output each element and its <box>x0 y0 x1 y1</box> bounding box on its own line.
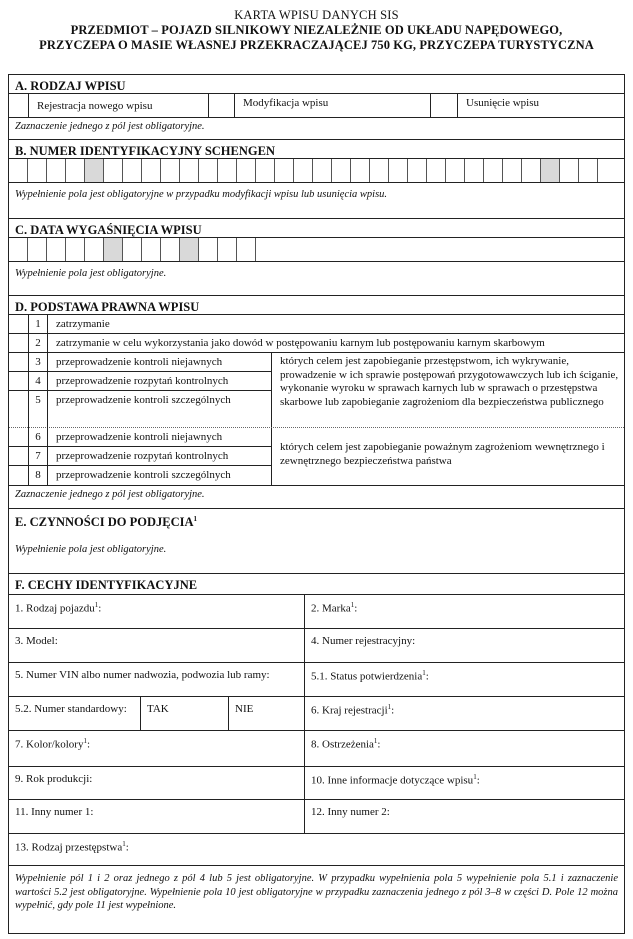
char-box[interactable] <box>446 159 465 182</box>
field-other-number-2[interactable] <box>305 800 624 833</box>
legal-basis-row-1 <box>9 315 624 334</box>
checkbox-delete[interactable] <box>431 94 458 117</box>
char-box[interactable] <box>85 238 104 261</box>
char-box[interactable] <box>237 238 256 261</box>
field-production-year[interactable] <box>9 767 305 799</box>
option-modify-label: Modyfikacja wpisu <box>235 94 431 117</box>
char-box[interactable] <box>541 159 560 182</box>
legal-basis-group-1-desc: których celem jest zapobieganie przestępstwom, ich wykrywanie, prowadzenie w ich sprawie postępowań przygotowawczych lub ich ściganie, wykonanie wyroku w sprawach karnych lub w sprawach o przestępstwa skarbowe lub zapobieganie zagrożeniom dla bezpieczeństwa publicznego <box>271 353 624 427</box>
char-box[interactable] <box>66 238 85 261</box>
legal-basis-number: 3 <box>29 353 48 371</box>
field-standard-number-label <box>9 697 141 730</box>
char-box[interactable] <box>104 238 123 261</box>
form-subject-line1: PRZEDMIOT – POJAZD SILNIKOWY NIEZALEŻNIE OD UKŁADU NAPĘDOWEGO, <box>70 23 563 37</box>
field-label: 5.1. Status potwierdzenia <box>311 670 423 683</box>
option-nie-label: NIE <box>235 703 254 715</box>
field-label: 9. Rok produkcji: <box>15 773 93 785</box>
field-other-number-1[interactable] <box>9 800 305 833</box>
char-box[interactable] <box>465 159 484 182</box>
field-colors[interactable] <box>9 731 305 766</box>
sis-form <box>8 74 625 934</box>
char-box[interactable] <box>142 159 161 182</box>
char-box[interactable] <box>180 159 199 182</box>
section-c-note: Wypełnienie pola jest obligatoryjne. <box>15 268 167 279</box>
legal-basis-checkbox-4[interactable] <box>9 372 29 390</box>
char-box[interactable] <box>123 159 142 182</box>
legal-basis-checkbox-2[interactable] <box>9 334 29 352</box>
legal-basis-checkbox-7[interactable] <box>9 447 29 465</box>
section-e-title-text: E. CZYNNOŚCI DO PODJĘCIA <box>15 515 194 530</box>
section-f-note: Wypełnienie pól 1 i 2 oraz jednego z pól 4 lub 5 jest obligatoryjne. W przypadku wypełnienia pola 5 wypełnienie pola 5.1 i zaznaczenie wartości 5.2 jest obligatoryjne. Wypełnienie pola 10 jest obligatoryjne w przypadku zaznaczenia jednego z pól 3–8 w części D. Pole 12 można wypełnić, gdy pole 11 jest wypełnione. <box>15 873 618 911</box>
char-box[interactable] <box>161 159 180 182</box>
char-box[interactable] <box>427 159 446 182</box>
field-label-colon: : <box>125 841 129 854</box>
char-box[interactable] <box>123 238 142 261</box>
form-subject-line2: PRZYCZEPA O MASIE WŁASNEJ PRZEKRACZAJĄCEJ 750 KG, PRZYCZEPA TURYSTYCZNA <box>39 38 594 52</box>
char-box[interactable] <box>218 238 237 261</box>
char-box[interactable] <box>256 159 275 182</box>
section-d <box>9 296 624 509</box>
legal-basis-row-2 <box>9 334 624 353</box>
legal-basis-checkbox-8[interactable] <box>9 466 29 486</box>
char-box[interactable] <box>66 159 85 182</box>
field-make[interactable] <box>305 595 624 628</box>
field-label-colon: : <box>86 738 91 751</box>
section-b-note: Wypełnienie pola jest obligatoryjne w przypadku modyfikacji wpisu lub usunięcia wpisu. <box>15 189 388 200</box>
field-label-colon: : <box>377 738 381 751</box>
field-label: 7. Kolor/kolory <box>15 738 84 751</box>
field-other-info[interactable] <box>305 767 624 799</box>
char-box[interactable] <box>313 159 332 182</box>
section-b <box>9 140 624 219</box>
section-b-title: B. NUMER IDENTYFIKACYJNY SCHENGEN <box>9 140 624 159</box>
char-box[interactable] <box>9 238 28 261</box>
footnote-marker: 1 <box>94 601 99 609</box>
legal-basis-group-2-desc: których celem jest zapobieganie poważnym zagrożeniom wewnętrznego i zewnętrznego bezpieczeństwa państwa <box>271 428 624 485</box>
legal-basis-label: przeprowadzenie rozpytań kontrolnych <box>56 375 229 387</box>
footnote-marker: 1 <box>387 703 392 711</box>
field-label: 6. Kraj rejestracji <box>311 704 388 717</box>
schengen-id-grid[interactable] <box>9 159 624 183</box>
char-box[interactable] <box>9 159 28 182</box>
footnote-marker: 1 <box>83 737 87 745</box>
legal-basis-number: 5 <box>29 391 48 428</box>
char-box[interactable] <box>28 159 47 182</box>
legal-basis-label: przeprowadzenie kontroli szczególnych <box>56 394 231 406</box>
section-e-title <box>9 509 624 530</box>
legal-basis-label: przeprowadzenie kontroli niejawnych <box>56 356 223 368</box>
footnote-marker: 1 <box>193 515 197 523</box>
char-box[interactable] <box>484 159 503 182</box>
legal-basis-group-2 <box>9 428 624 486</box>
char-box[interactable] <box>294 159 313 182</box>
checkbox-register[interactable] <box>9 94 29 117</box>
field-label: 1. Rodzaj pojazdu <box>15 602 95 615</box>
char-box[interactable] <box>503 159 522 182</box>
field-label: 5. Numer VIN albo numer nadwozia, podwozia lub ramy: <box>15 669 270 681</box>
char-box[interactable] <box>408 159 427 182</box>
char-box[interactable] <box>560 159 579 182</box>
form-header <box>0 0 633 53</box>
field-offence-type[interactable] <box>9 834 624 865</box>
char-box[interactable] <box>161 238 180 261</box>
legal-basis-label: przeprowadzenie rozpytań kontrolnych <box>56 450 229 462</box>
field-label-colon: : <box>98 602 102 615</box>
char-box[interactable] <box>47 238 66 261</box>
section-e-note: Wypełnienie pola jest obligatoryjne. <box>15 544 167 556</box>
char-box[interactable] <box>104 159 123 182</box>
char-box[interactable] <box>237 159 256 182</box>
checkbox-modify[interactable] <box>209 94 235 117</box>
legal-basis-number: 1 <box>29 315 48 333</box>
option-tak[interactable] <box>141 697 229 730</box>
field-label: 2. Marka <box>311 602 351 615</box>
field-label: 12. Inny numer 2: <box>311 806 390 818</box>
legal-basis-label: zatrzymanie w celu wykorzystania jako dowód w postępowaniu karnym lub postępowaniu karnym skarbowym <box>56 337 545 349</box>
legal-basis-number: 4 <box>29 372 48 390</box>
field-label-colon: : <box>391 704 395 717</box>
expiry-date-grid[interactable] <box>9 238 624 262</box>
char-box[interactable] <box>47 159 66 182</box>
legal-basis-label: przeprowadzenie kontroli niejawnych <box>56 431 223 443</box>
field-label: 8. Ostrzeżenia <box>311 738 374 751</box>
field-registration-country[interactable] <box>305 697 624 730</box>
char-box[interactable] <box>199 238 218 261</box>
char-box[interactable] <box>275 159 294 182</box>
char-box[interactable] <box>180 238 199 261</box>
actions-input[interactable] <box>9 530 624 544</box>
char-box[interactable] <box>351 159 370 182</box>
field-label-colon: : <box>354 602 358 615</box>
char-box[interactable] <box>142 238 161 261</box>
section-f <box>9 574 624 913</box>
field-label: 3. Model: <box>15 635 58 647</box>
legal-basis-checkbox-1[interactable] <box>9 315 29 333</box>
section-a-title: A. RODZAJ WPISU <box>9 75 624 94</box>
legal-basis-number: 6 <box>29 428 48 446</box>
field-label-colon: : <box>425 670 429 683</box>
option-tak-label: TAK <box>147 703 169 715</box>
field-label: 10. Inne informacje dotyczące wpisu <box>311 774 474 787</box>
char-box[interactable] <box>218 159 237 182</box>
grid-filler <box>256 238 624 261</box>
field-vin[interactable] <box>9 663 305 696</box>
char-box[interactable] <box>28 238 47 261</box>
section-f-title: F. CECHY IDENTYFIKACYJNE <box>9 574 624 595</box>
char-box[interactable] <box>199 159 218 182</box>
field-label: 4. Numer rejestracyjny: <box>311 635 416 647</box>
footnote-marker: 1 <box>473 773 477 781</box>
option-register-label: Rejestracja nowego wpisu <box>29 94 209 117</box>
section-a <box>9 75 624 140</box>
legal-basis-number: 2 <box>29 334 48 352</box>
field-label: 5.2. Numer standardowy: <box>15 703 127 715</box>
section-c <box>9 219 624 296</box>
section-d-note: Zaznaczenie jednego z pól jest obligatoryjne. <box>15 489 205 500</box>
field-vehicle-type[interactable] <box>9 595 305 628</box>
footnote-marker: 1 <box>122 840 126 848</box>
char-box[interactable] <box>522 159 541 182</box>
footnote-marker: 1 <box>373 737 378 745</box>
char-box[interactable] <box>332 159 351 182</box>
field-model[interactable] <box>9 629 305 662</box>
option-nie[interactable] <box>229 697 305 730</box>
footnote-marker: 1 <box>422 669 426 677</box>
field-label-colon: : <box>476 774 480 787</box>
char-box[interactable] <box>579 159 598 182</box>
legal-basis-checkbox-5[interactable] <box>9 391 29 428</box>
section-c-title: C. DATA WYGAŚNIĘCIA WPISU <box>9 219 624 238</box>
char-box[interactable] <box>370 159 389 182</box>
section-d-title: D. PODSTAWA PRAWNA WPISU <box>9 296 624 315</box>
field-confirmation-status[interactable] <box>305 663 624 696</box>
legal-basis-number: 7 <box>29 447 48 465</box>
footnote-marker: 1 <box>350 601 355 609</box>
field-warnings[interactable] <box>305 731 624 766</box>
field-label: 13. Rodzaj przestępstwa <box>15 841 123 854</box>
option-delete-label: Usunięcie wpisu <box>466 97 540 109</box>
field-label: 11. Inny numer 1: <box>15 806 94 818</box>
legal-basis-label: zatrzymanie <box>56 318 110 330</box>
legal-basis-label: przeprowadzenie kontroli szczególnych <box>56 469 231 481</box>
legal-basis-checkbox-6[interactable] <box>9 428 29 446</box>
grid-filler <box>598 159 624 182</box>
field-registration-number[interactable] <box>305 629 624 662</box>
section-e <box>9 509 624 574</box>
section-a-note: Zaznaczenie jednego z pól jest obligatoryjne. <box>15 121 205 132</box>
legal-basis-number: 8 <box>29 466 48 486</box>
legal-basis-checkbox-3[interactable] <box>9 353 29 371</box>
char-box[interactable] <box>389 159 408 182</box>
char-box[interactable] <box>85 159 104 182</box>
legal-basis-group-1 <box>9 353 624 428</box>
form-title: KARTA WPISU DANYCH SIS <box>234 8 399 22</box>
